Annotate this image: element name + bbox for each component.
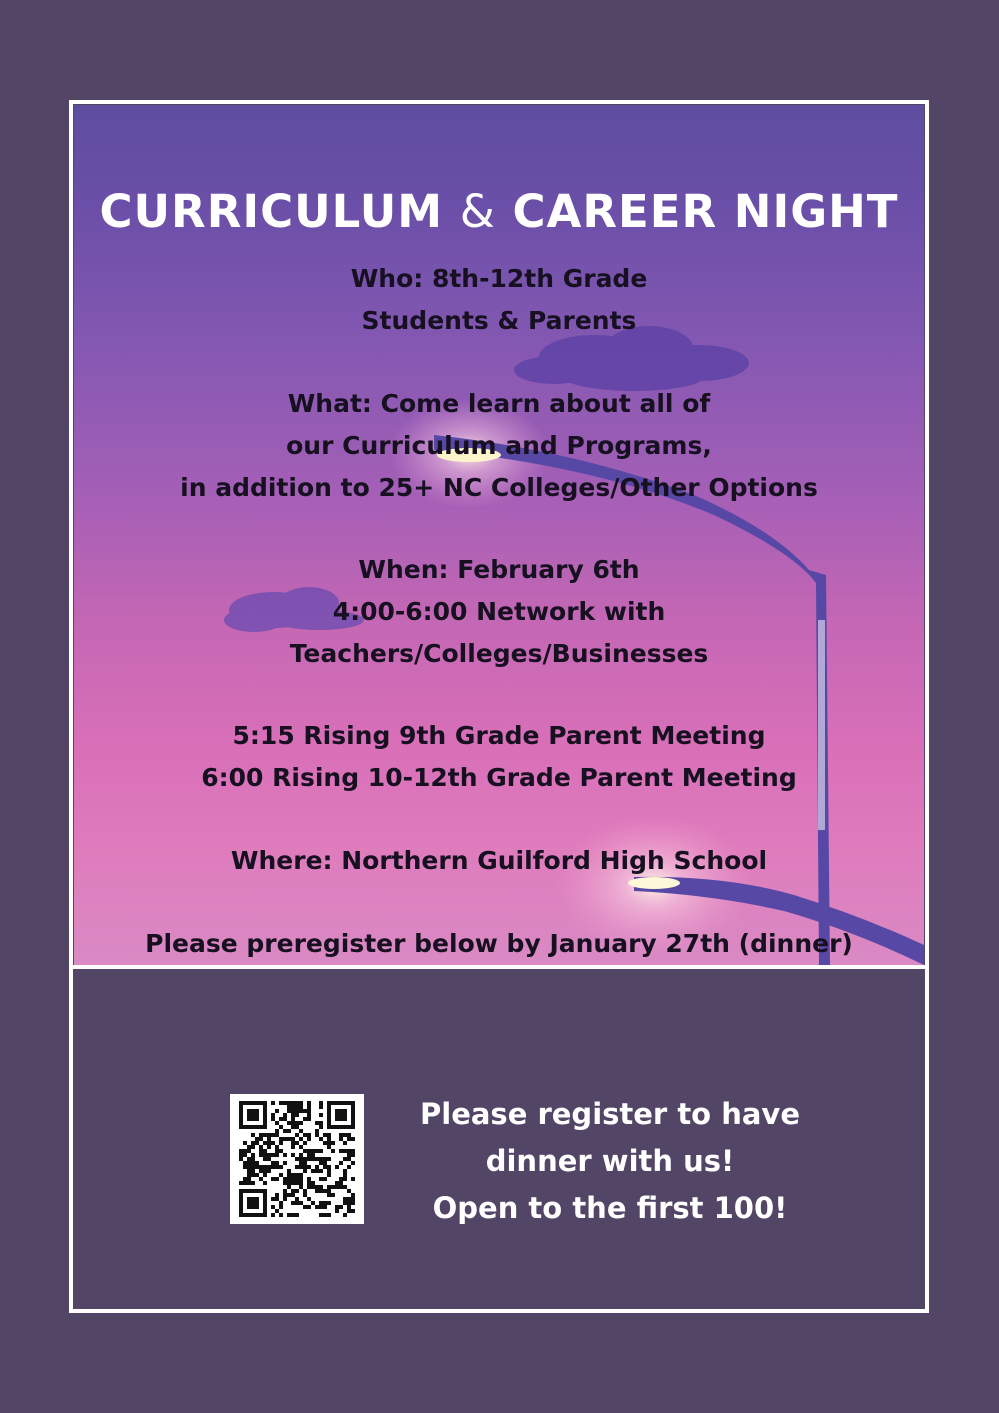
title-part-2: CAREER NIGHT (512, 185, 899, 238)
meetings-section (74, 715, 924, 799)
what-section (74, 383, 924, 509)
qr-code-graphic (230, 1094, 364, 1224)
qr-code[interactable] (230, 1094, 364, 1224)
where-section (74, 840, 924, 882)
who-line-2: Students & Parents (361, 306, 637, 335)
who-line-1: Who: 8th-12th Grade (350, 264, 648, 293)
register-line-1: Please register to have (420, 1097, 800, 1131)
title-part-1: CURRICULUM (99, 185, 444, 238)
meeting-line-2: 6:00 Rising 10-12th Grade Parent Meeting (201, 763, 797, 792)
register-line-2: dinner with us! (485, 1144, 735, 1178)
where-line-1: Where: Northern Guilford High School (230, 846, 768, 875)
when-line-1: When: February 6th (358, 555, 640, 584)
section-divider (69, 965, 929, 969)
what-line-3: in addition to 25+ NC Colleges/Other Options (180, 473, 818, 502)
who-section (74, 258, 924, 342)
when-line-3: Teachers/Colleges/Businesses (289, 639, 709, 668)
preregister-section (74, 923, 924, 965)
what-line-1: What: Come learn about all of (287, 389, 711, 418)
title-ampersand: & (459, 185, 496, 238)
preregister-line: Please preregister below by January 27th (dinner) (145, 929, 853, 958)
what-line-2: our Curriculum and Programs, (286, 431, 712, 460)
when-line-2: 4:00-6:00 Network with (332, 597, 666, 626)
register-message (400, 1091, 820, 1232)
register-line-3: Open to the first 100! (432, 1191, 788, 1225)
meeting-line-1: 5:15 Rising 9th Grade Parent Meeting (232, 721, 766, 750)
when-section (74, 549, 924, 675)
page-title (74, 185, 924, 238)
